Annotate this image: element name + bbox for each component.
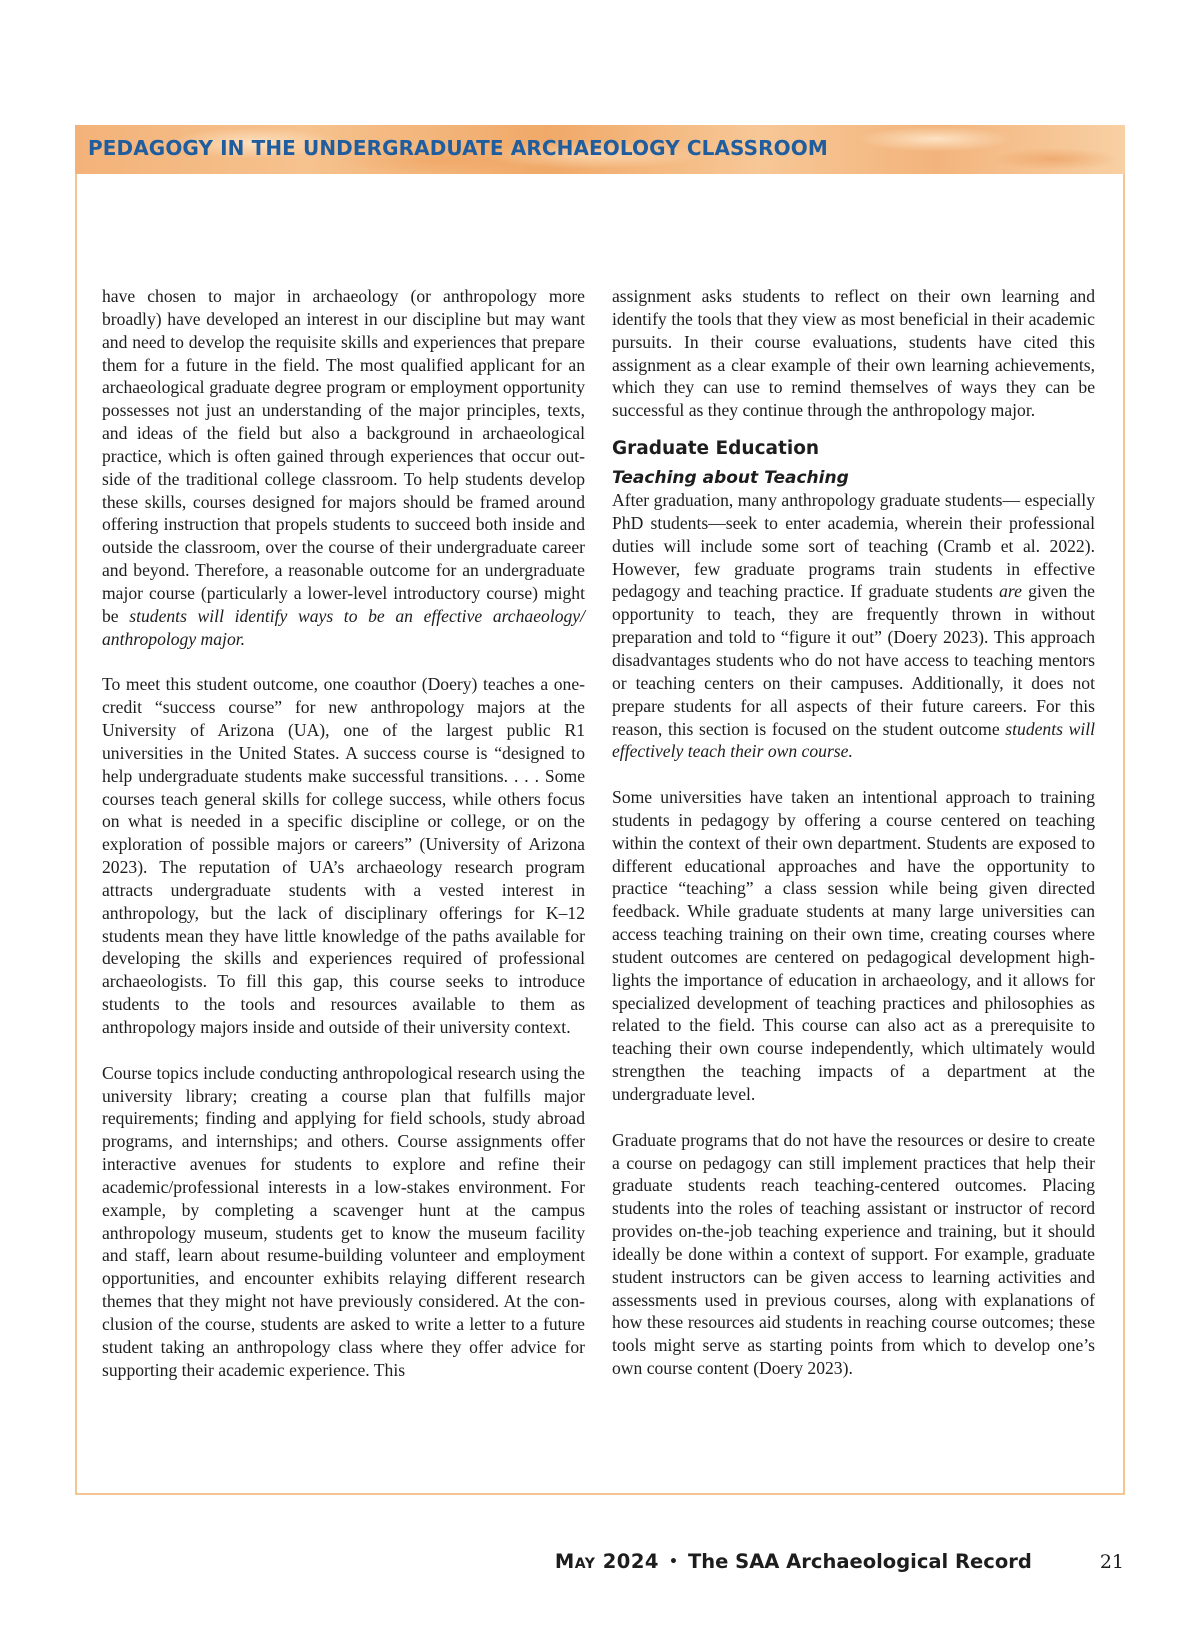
page-footer xyxy=(555,1550,1124,1578)
body-paragraph: Course topics include conducting anthropological research using the university library; creating a course plan that fulfills major requirements; finding and applying for field schools, study abroad programs, and internships; and others. Course assignments offer interactive avenues for students to explore and refine their academic/professional interests in a low-stakes environment. For example, by completing a scavenger hunt at the campus anthropology museum, students get to know the museum facility and staff, learn about resume-building volunteer and employment opportunities, and encounter exhibits relaying different research themes that they might not have previously considered. At the conclusion of the course, students are asked to write a letter to a future student taking an anthropology class where they offer advice for supporting their academic experience. This xyxy=(102,1062,585,1380)
student-outcome-text: students will effectively teach their own course. xyxy=(612,718,1095,762)
body-paragraph: To meet this student outcome, one coauthor (Doery) teaches a one-credit “success course” for new anthropology majors at the University of Arizona (UA), one of the largest public R1 universities in the United States. A success course is “designed to help undergraduate students make successful transitions. . . . Some courses teach general skills for college success, while others focus on what is needed in a specific discipline or college, or on the exploration of possible majors or careers” (University of Arizona 2023). The reputation of UA’s archaeology research program attracts undergraduate students with a vested interest in anthropology, but the lack of disciplinary offerings for K–12 students mean they have little knowledge of the paths available for developing the skills and experiences required of professional archaeologists. To fill this gap, this course seeks to introduce students to the tools and resources available to them as anthropology majors inside and outside of their university context. xyxy=(102,674,585,1037)
body-paragraph xyxy=(612,489,1095,763)
paragraph-text: given the opportunity to teach, they are frequently thrown in without preparation and told to “figure it out” (Doery 2023). This approach disadvantages students who do not have access to teaching mentors or teaching centers on their campuses. Additionally, it does not prepare students for all aspects of their future careers. For this reason, this section is focused on the student outcome xyxy=(612,581,1095,739)
right-column xyxy=(612,285,1095,1380)
footer-bullet: • xyxy=(669,1554,678,1570)
body-paragraph: Graduate programs that do not have the resources or desire to create a course on pedagogy can still implement practices that help their graduate students reach teaching-centered outcomes. Placing students into the roles of teaching assistant or instructor of record provides on-the-job teaching experience and training, but it should ideally be done within a context of support. For example, graduate student instructors can be given access to learning activities and assessments used in previous courses, along with explanations of how these resources aid students in reaching course outcomes; these tools might serve as starting points from which to develop one’s own course content (Doery 2023). xyxy=(612,1129,1095,1379)
banner-title: PEDAGOGY IN THE UNDERGRADUATE ARCHAEOLOGY CLASSROOM xyxy=(88,136,828,160)
page-number: 21 xyxy=(1099,1551,1124,1573)
subsection-heading: Teaching about Teaching xyxy=(612,468,849,489)
section-banner xyxy=(75,125,1125,174)
body-paragraph: Some universities have taken an intentional approach to training students in pedagogy by offering a course centered on teaching within the context of their own department. Students are exposed to different educational approaches and have the opportunity to practice “teaching” a class session while being given directed feedback. While graduate students at many large universities can access teaching training on their own time, creating courses where student outcomes are centered on pedagogical development highlights the importance of education in archaeology, and it allows for specialized development of teaching practices and philosophies as related to the field. This course can also act as a prerequisite to teaching their own course independently, which ultimately would strengthen the teaching impacts of a department at the undergraduate level. xyxy=(612,787,1095,1104)
body-paragraph: assignment asks students to reflect on their own learning and identify the tools that they view as most beneficial in their academic pursuits. In their course evaluations, students have cited this assignment as a clear example of their own learning achievements, which they can use to remind themselves of ways they can be successful as they continue through the anthropology major. xyxy=(612,286,1095,421)
section-heading: Graduate Education xyxy=(612,438,820,460)
body-paragraph xyxy=(102,285,585,651)
emphasis-text: are xyxy=(999,581,1022,602)
student-outcome-text: students will identify ways to be an effective archaeology/ anthropology major. xyxy=(102,605,585,649)
footer-month: May 2024 xyxy=(554,1550,660,1573)
footer-publication: The SAA Archaeological Record xyxy=(687,1550,1032,1573)
left-column xyxy=(102,285,585,1382)
paragraph-text: have chosen to major in archaeology (or anthropology more broadly) have developed an interest in our discipline but may want and need to develop the requisite skills and experiences that prepare them for a future in the field. The most qualified applicant for an archaeological graduate degree program or employment opportunity possesses not just an understanding of the major principles, texts, and ideas of the field but also a background in archaeological practice, which is often gained through experiences that occur outside of the traditional college classroom. To help students develop these skills, courses designed for majors should be framed around offering instruction that propels students to succeed both inside and outside the classroom, over the course of their undergraduate career and beyond. Therefore, a reasonable outcome for an undergraduate major course (particularly a lower-level introductory course) might be xyxy=(102,286,585,626)
paragraph-text: After graduation, many anthropology graduate students— especially PhD students—seek to enter academia, wherein their professional duties will include some sort of teaching (Cramb et al. 2022). However, few graduate programs train students in effective pedagogy and teaching practice. If graduate students xyxy=(612,490,1095,602)
